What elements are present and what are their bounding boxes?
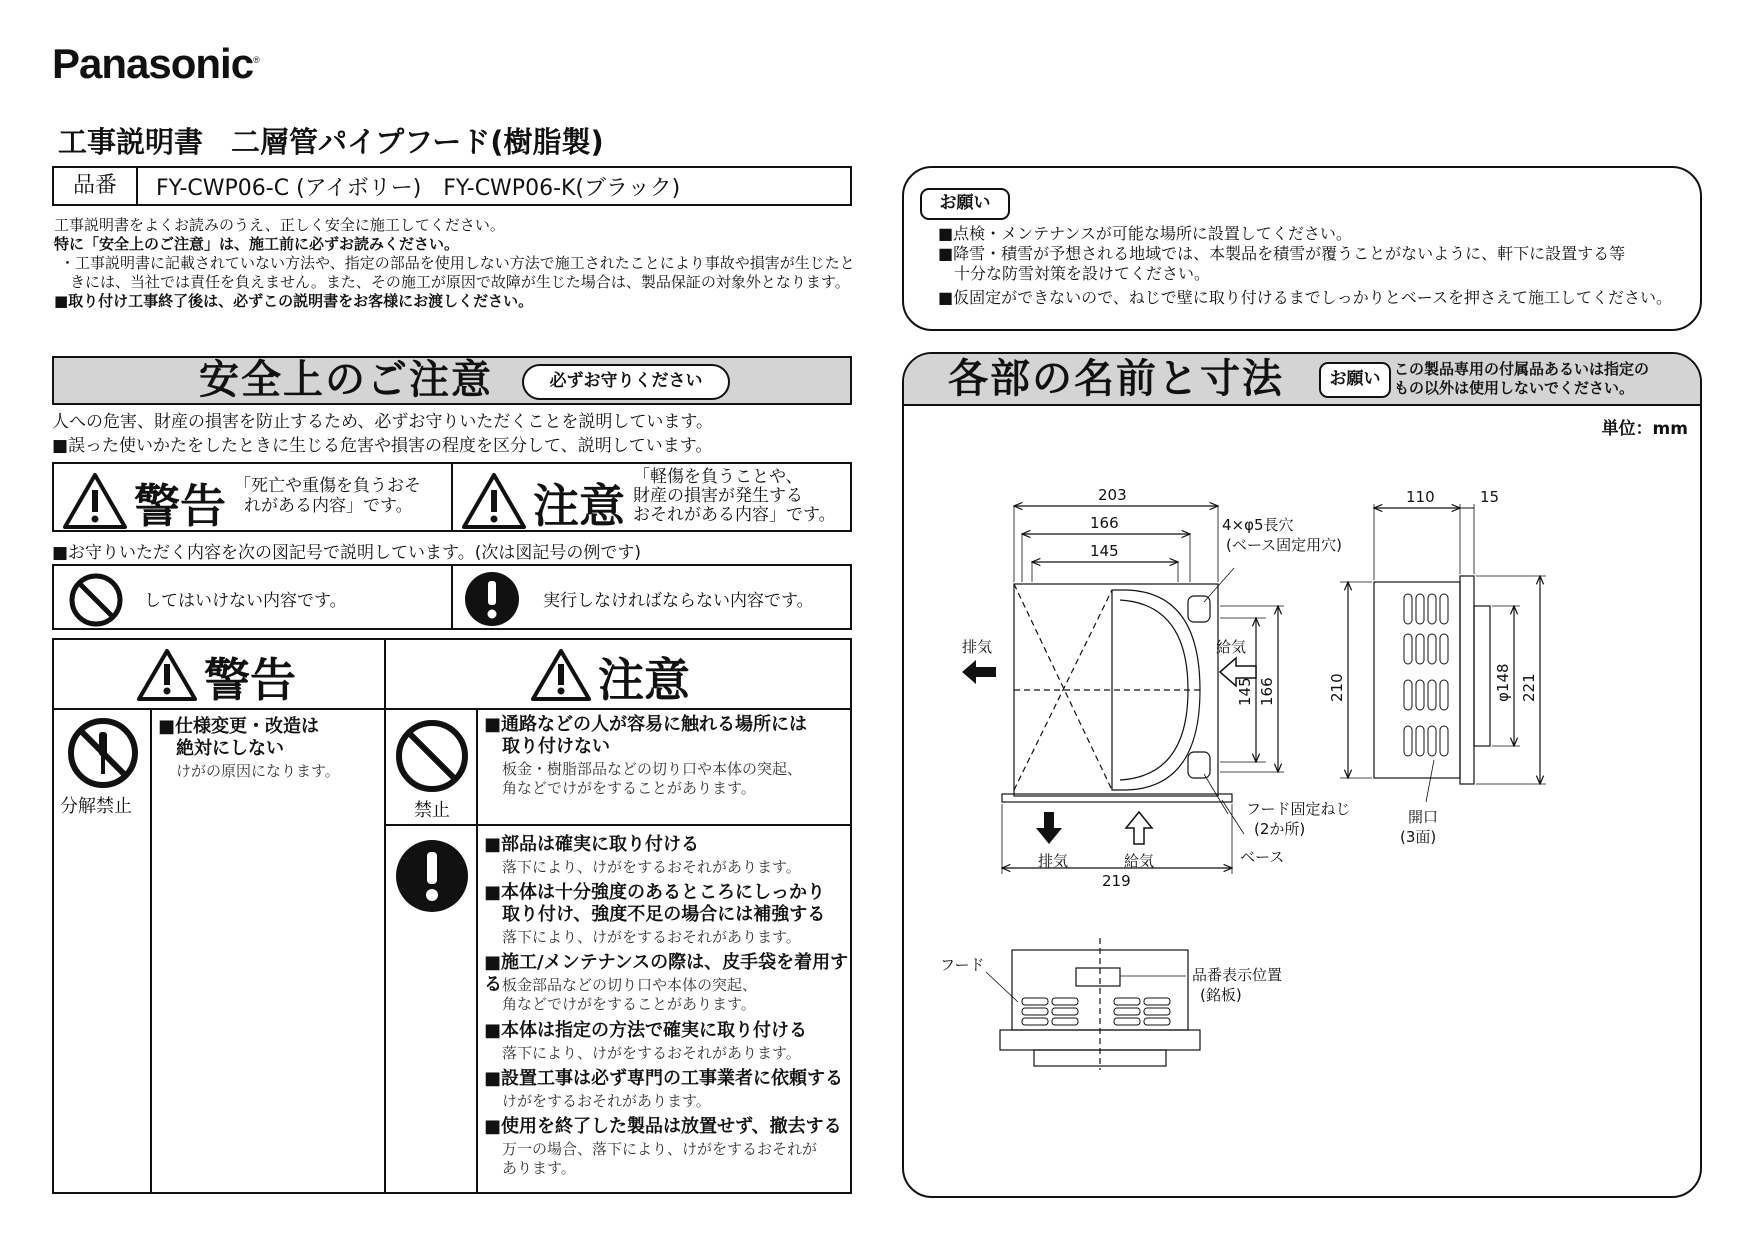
disassembly-label: 分解禁止 xyxy=(60,796,132,817)
dim-219: 219 xyxy=(1102,872,1131,890)
parts-title: 各部の名前と寸法 xyxy=(948,356,1284,402)
divider xyxy=(384,640,386,1194)
intro-text xyxy=(54,216,859,311)
screw-label: (2か所) xyxy=(1254,820,1306,838)
dimension-drawings xyxy=(904,354,1702,1198)
caution-item-title: ■部品は確実に取り付ける xyxy=(484,834,700,855)
prohibit-legend xyxy=(54,566,451,628)
hole-label: 4×φ5長穴 xyxy=(1222,516,1294,534)
caution-column-header xyxy=(386,640,850,710)
request-line: ■降雪・積雪が予想される地域では、本製品を積雪が覆うことがないように、軒下に設置する等 xyxy=(938,244,1626,263)
screw-hole-top xyxy=(1188,596,1210,622)
caution-word: 注意 xyxy=(533,479,625,533)
mandatory-icon xyxy=(463,570,521,628)
prohibit-icon xyxy=(394,718,470,794)
nameplate-label: (銘板) xyxy=(1200,986,1242,1004)
nameplate-label: 品番表示位置 xyxy=(1192,966,1283,984)
safety-desc-line: ■誤った使いかたをしたときに生じる危害や損害の程度を区分して、説明しています。 xyxy=(52,436,713,456)
divider xyxy=(150,708,152,1194)
caution-item-title: 取り付け、強度不足の場合には補強する xyxy=(502,904,826,925)
model-number-box xyxy=(52,166,852,206)
hood-label: フード xyxy=(940,956,985,974)
bottom-view-drawing xyxy=(986,938,1200,1070)
caution-desc-line: 「軽傷を負うことや、 xyxy=(633,467,803,487)
symbol-legend-title: ■お守りいただく内容を次の図記号で説明しています。(次は図記号の例です) xyxy=(52,543,641,563)
parts-note-line: この製品専用の付属品あるいは指定の xyxy=(1394,360,1650,378)
product-name: 二層管パイプフード(樹脂製) xyxy=(231,125,604,159)
base-label: ベース xyxy=(1240,848,1285,866)
disassembly-prohibited-icon xyxy=(66,716,140,790)
divider xyxy=(386,824,850,826)
signal-word-legend xyxy=(52,462,852,532)
parts-note-line: もの以外は使用しないでください。 xyxy=(1394,379,1635,397)
caution-item-title: 取り付けない xyxy=(502,736,610,757)
safety-header xyxy=(52,356,852,405)
mandatory-legend-text: 実行しなければならない内容です。 xyxy=(543,591,814,611)
exhaust-down-arrow-icon xyxy=(1036,812,1062,844)
hole-label: (ベース固定用穴) xyxy=(1226,536,1342,554)
safety-desc-line: 人への危害、財産の損害を防止するため、必ずお守りいただくことを説明しています。 xyxy=(52,412,713,432)
dim-phi148: φ148 xyxy=(1494,663,1512,702)
caution-item-detail: けがをするおそれがあります。 xyxy=(502,1092,711,1110)
prohibit-icon xyxy=(68,572,124,628)
mandatory-legend xyxy=(451,566,850,628)
side-hood-outline xyxy=(1374,582,1460,778)
dim-145-top: 145 xyxy=(1090,542,1119,560)
safety-title: 安全上のご注意 xyxy=(199,357,493,403)
mandatory-icon xyxy=(394,838,470,914)
supply-label: 給気 xyxy=(1216,638,1247,656)
exhaust-arrow-icon xyxy=(962,660,996,684)
caution-desc xyxy=(633,468,836,525)
caution-item-title: ■本体は指定の方法で確実に取り付ける xyxy=(484,1020,808,1041)
screw-label: フード固定ねじ xyxy=(1246,800,1351,818)
warning-triangle-icon xyxy=(62,472,128,530)
warning-desc-line: 「死亡や重傷を負うおそ xyxy=(234,476,421,496)
warning-item-title: 絶対にしない xyxy=(176,738,284,759)
caution-item-title: ■本体は十分強度のあるところにしっかり xyxy=(484,882,826,903)
safety-badge: 必ずお守りください xyxy=(522,364,730,400)
caution-item-title: ■施工/メンテナンスの際は、皮手袋を着用する xyxy=(484,952,849,995)
side-base-plate xyxy=(1460,576,1474,784)
caution-desc-line: 財産の損害が発生する xyxy=(633,486,803,506)
exhaust-bottom-label: 排気 xyxy=(1038,852,1069,870)
brand-logo: Panasonic® xyxy=(52,40,259,87)
caution-item-detail: あります。 xyxy=(502,1159,576,1177)
airflow-arrows xyxy=(962,660,1062,844)
model-value: FY-CWP06-C (アイボリー) FY-CWP06-K(ブラック) xyxy=(156,175,681,201)
request-badge: お願い xyxy=(920,188,1010,220)
warning-column-title: 警告 xyxy=(204,653,296,707)
caution-desc-line: おそれがある内容」です。 xyxy=(633,505,836,525)
dim-203: 203 xyxy=(1098,486,1127,504)
unit-label: 単位：mm xyxy=(1601,419,1688,439)
caution-item-detail: 板金・樹脂部品などの切り口や本体の突起、 xyxy=(502,760,803,778)
request-line: ■点検・メンテナンスが可能な場所に設置してください。 xyxy=(938,224,1352,243)
intro-line: ■取り付け工事終了後は、必ずこの説明書をお客様にお渡しください。 xyxy=(54,292,534,310)
safety-table xyxy=(52,638,852,1194)
request-line: ■仮固定ができないので、ねじで壁に取り付けるまでしっかりとベースを押さえて施工してください。 xyxy=(938,288,1672,307)
supply-bottom-label: 給気 xyxy=(1124,852,1155,870)
prohibit-label: 禁止 xyxy=(414,800,450,821)
front-base-plate xyxy=(1002,794,1232,802)
safety-description xyxy=(52,410,857,458)
dim-210: 210 xyxy=(1328,673,1346,702)
caution-item-detail: 万一の場合、落下により、けがをするおそれが xyxy=(502,1140,818,1158)
caution-item-detail: 落下により、けがをするおそれがあります。 xyxy=(502,858,801,876)
warning-item-detail: けがの原因になります。 xyxy=(176,762,340,780)
request-box xyxy=(902,166,1702,331)
caution-item-title: ■通路などの人が容易に触れる場所には xyxy=(484,714,808,735)
caution-item-title: ■設置工事は必ず専門の工事業者に依頼する xyxy=(484,1068,844,1089)
intro-line: 特に「安全上のご注意」は、施工前に必ずお読みください。 xyxy=(54,235,460,253)
divider xyxy=(476,708,478,1194)
warning-word: 警告 xyxy=(134,479,226,533)
caution-triangle-icon xyxy=(461,472,527,530)
intro-line: 工事説明書をよくお読みのうえ、正しく安全に施工してください。 xyxy=(54,216,505,234)
intro-disclaimer: ・工事説明書に記載されていない方法や、指定の部品を使用しない方法で施工されたことにより事故や損害が生じたときには、当社では責任を負えません。また、その施工が原因で故障が生じた場合は、製品保証の対象外となります。 xyxy=(60,254,855,291)
warning-desc xyxy=(234,476,421,516)
nameplate-box xyxy=(1076,968,1120,986)
dim-15: 15 xyxy=(1480,488,1500,506)
exhaust-label: 排気 xyxy=(962,638,993,656)
caution-item-detail: 角などでけがをすることがあります。 xyxy=(502,995,756,1013)
parts-dimensions-panel xyxy=(902,352,1702,1198)
warning-column-header xyxy=(54,640,386,710)
brand-name: Panasonic xyxy=(52,40,254,87)
caution-item-detail: 板金部品などの切り口や本体の突起、 xyxy=(502,976,758,994)
screw-hole-bottom xyxy=(1188,752,1210,778)
warning-legend xyxy=(54,464,451,533)
dim-166-top: 166 xyxy=(1090,514,1119,532)
side-pipe xyxy=(1474,606,1490,746)
caution-item-detail: 落下により、けがをするおそれがあります。 xyxy=(502,928,801,946)
parts-badge: お願い xyxy=(1319,362,1391,398)
prohibit-legend-text: してはいけない内容です。 xyxy=(144,591,347,611)
request-line: 十分な防雪対策を設けてください。 xyxy=(938,264,1211,283)
dim-166-side: 166 xyxy=(1258,677,1276,706)
opening-label: 開口 xyxy=(1408,808,1439,826)
symbol-legend xyxy=(52,564,852,630)
warning-desc-line: れがある内容」です。 xyxy=(244,496,413,516)
caution-legend xyxy=(451,464,850,533)
dim-110: 110 xyxy=(1406,488,1435,506)
doc-type: 工事説明書 xyxy=(58,125,204,159)
supply-up-arrow-icon xyxy=(1126,812,1152,844)
warning-item-title: ■仕様変更・改造は xyxy=(158,716,320,737)
caution-item-detail: 落下により、けがをするおそれがあります。 xyxy=(502,1044,801,1062)
warning-triangle-icon xyxy=(136,648,198,702)
opening-label: (3面) xyxy=(1400,828,1437,846)
caution-item-title: ■使用を終了した製品は放置せず、撤去する xyxy=(484,1116,842,1137)
side-view-drawing xyxy=(1340,504,1546,802)
caution-triangle-icon xyxy=(530,648,592,702)
request-lines xyxy=(938,224,1672,308)
model-label: 品番 xyxy=(54,168,138,204)
dim-221: 221 xyxy=(1520,673,1538,702)
caution-column-title: 注意 xyxy=(598,653,690,707)
dim-145-side: 145 xyxy=(1236,677,1254,706)
page-title xyxy=(58,120,632,161)
caution-item-detail: 角などでけがをすることがあります。 xyxy=(502,779,756,797)
